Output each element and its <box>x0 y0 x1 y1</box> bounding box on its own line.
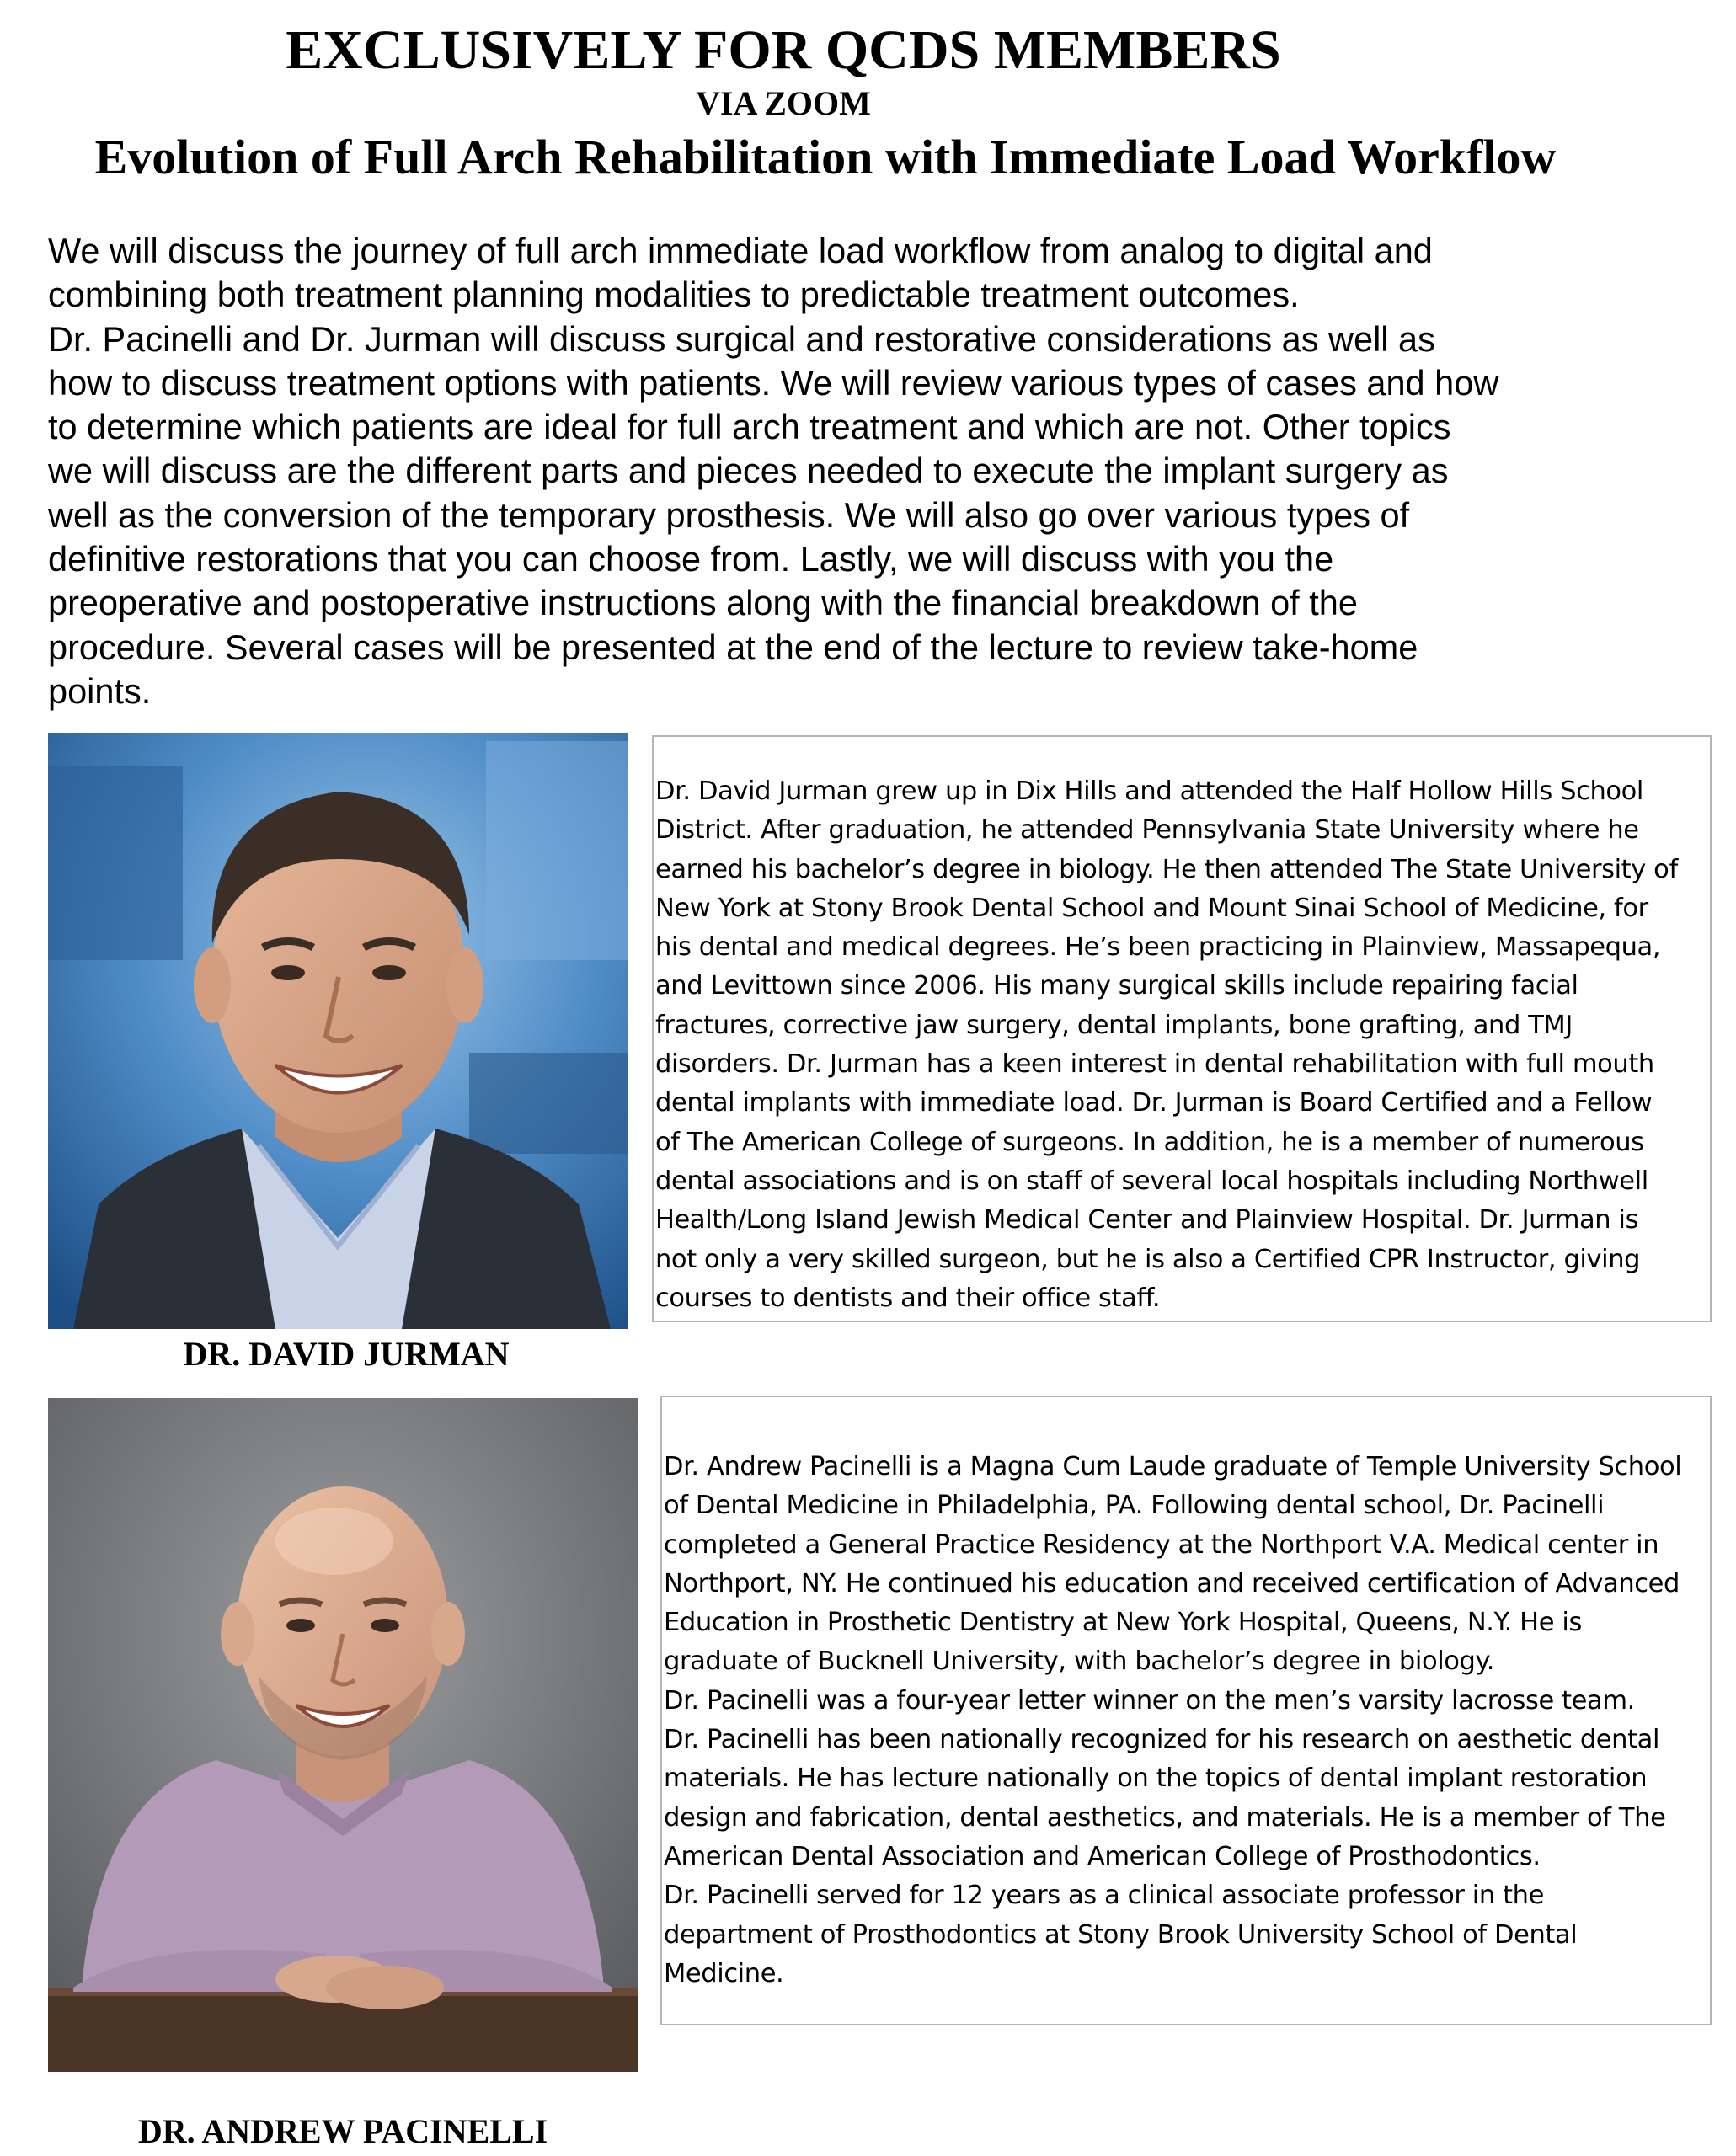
bio-line: design and fabrication, dental aesthetics, and materials. He is a member of The <box>664 1802 1666 1833</box>
description-line: we will discuss are the different parts and pieces needed to execute the implant surgery as <box>48 451 1449 491</box>
bio-line: Dr. David Jurman grew up in Dix Hills and attended the Half Hollow Hills School <box>655 776 1643 806</box>
pacinelli-photo <box>48 1398 638 2072</box>
description-line: how to discuss treatment options with patients. We will review various types of cases and how <box>48 362 1499 403</box>
jurman-bio-box <box>652 735 1712 1322</box>
bio-line: Education in Prosthetic Dentistry at New York Hospital, Queens, N.Y. He is <box>664 1608 1582 1638</box>
bio-line: courses to dentists and their office staff. <box>655 1283 1161 1313</box>
bio-line: Health/Long Island Jewish Medical Center and Plainview Hospital. Dr. Jurman is <box>655 1205 1639 1235</box>
bio-line: of The American College of surgeons. In addition, he is a member of numerous <box>655 1127 1644 1157</box>
bio-line: graduate of Bucknell University, with bachelor’s degree in biology. <box>664 1646 1495 1677</box>
bio-line: not only a very skilled surgeon, but he is also a Certified CPR Instructor, giving <box>655 1244 1641 1274</box>
bio-line: Medicine. <box>664 1958 784 1988</box>
bio-line: Northport, NY. He continued his education and received certification of Advanced <box>664 1568 1680 1598</box>
description-line: combining both treatment planning modalities to predictable treatment outcomes. <box>48 275 1300 315</box>
jurman-bio-text <box>655 772 1710 1318</box>
bio-line: Dr. Andrew Pacinelli is a Magna Cum Laude graduate of Temple University School <box>664 1452 1682 1481</box>
pacinelli-bio-box <box>660 1396 1712 2025</box>
bio-line: of Dental Medicine in Philadelphia, PA. Following dental school, Dr. Pacinelli <box>664 1491 1605 1521</box>
jurman-caption: DR. DAVID JURMAN <box>183 1335 510 1373</box>
description-line: preoperative and postoperative instructions along with the financial breakdown of the <box>48 583 1358 623</box>
bio-line: department of Prosthodontics at Stony Brook University School of Dental <box>664 1919 1578 1950</box>
page-subtitle: VIA ZOOM <box>696 84 871 122</box>
page-title: EXCLUSIVELY FOR QCDS MEMBERS <box>286 19 1281 81</box>
bio-line: fractures, corrective jaw surgery, dental implants, bone grafting, and TMJ <box>655 1010 1573 1040</box>
description-line: procedure. Several cases will be presented at the end of the lecture to review take-home <box>48 627 1418 667</box>
lecture-title: Evolution of Full Arch Rehabilitation with Immediate Load Workflow <box>94 130 1557 184</box>
bio-line: District. After graduation, he attended Pennsylvania State University where he <box>655 815 1639 846</box>
bio-line: dental associations and is on staff of several local hospitals including Northwell <box>655 1166 1648 1196</box>
pacinelli-caption: DR. ANDREW PACINELLI <box>137 2112 548 2150</box>
bio-line: completed a General Practice Residency at the Northport V.A. Medical center in <box>664 1529 1659 1560</box>
description-line: well as the conversion of the temporary prosthesis. We will also go over various types of <box>48 494 1410 535</box>
bio-line: New York at Stony Brook Dental School and Mount Sinai School of Medicine, for <box>655 893 1648 923</box>
lecture-description <box>48 229 1665 713</box>
bio-line: Dr. Pacinelli has been nationally recognized for his research on aesthetic dental <box>664 1725 1660 1755</box>
bio-line: Dr. Pacinelli was a four-year letter winner on the men’s varsity lacrosse team. <box>664 1685 1635 1716</box>
bio-line: and Levittown since 2006. His many surgical skills include repairing facial <box>655 971 1578 1001</box>
description-line: Dr. Pacinelli and Dr. Jurman will discuss surgical and restorative considerations as well as <box>48 318 1435 359</box>
bio-line: American Dental Association and American College of Prosthodontics. <box>664 1841 1541 1871</box>
bio-line: earned his bachelor’s degree in biology. He then attended The State University of <box>655 854 1678 884</box>
description-line: to determine which patients are ideal for full arch treatment and which are not. Other topics <box>48 407 1451 447</box>
description-line: points. <box>48 670 152 711</box>
bio-line: materials. He has lecture nationally on the topics of dental implant restoration <box>664 1764 1648 1794</box>
bio-line: his dental and medical degrees. He’s been practicing in Plainview, Massapequa, <box>655 932 1661 963</box>
jurman-photo <box>48 733 628 1329</box>
bio-line: disorders. Dr. Jurman has a keen interest in dental rehabilitation with full mouth <box>655 1049 1654 1080</box>
bio-line: Dr. Pacinelli served for 12 years as a clinical associate professor in the <box>664 1881 1544 1911</box>
description-line: We will discuss the journey of full arch immediate load workflow from analog to digital and <box>48 231 1433 270</box>
pacinelli-bio-text <box>664 1448 1710 1993</box>
bio-line: dental implants with immediate load. Dr. Jurman is Board Certified and a Fellow <box>655 1088 1653 1118</box>
description-line: definitive restorations that you can choose from. Lastly, we will discuss with you the <box>48 539 1334 579</box>
